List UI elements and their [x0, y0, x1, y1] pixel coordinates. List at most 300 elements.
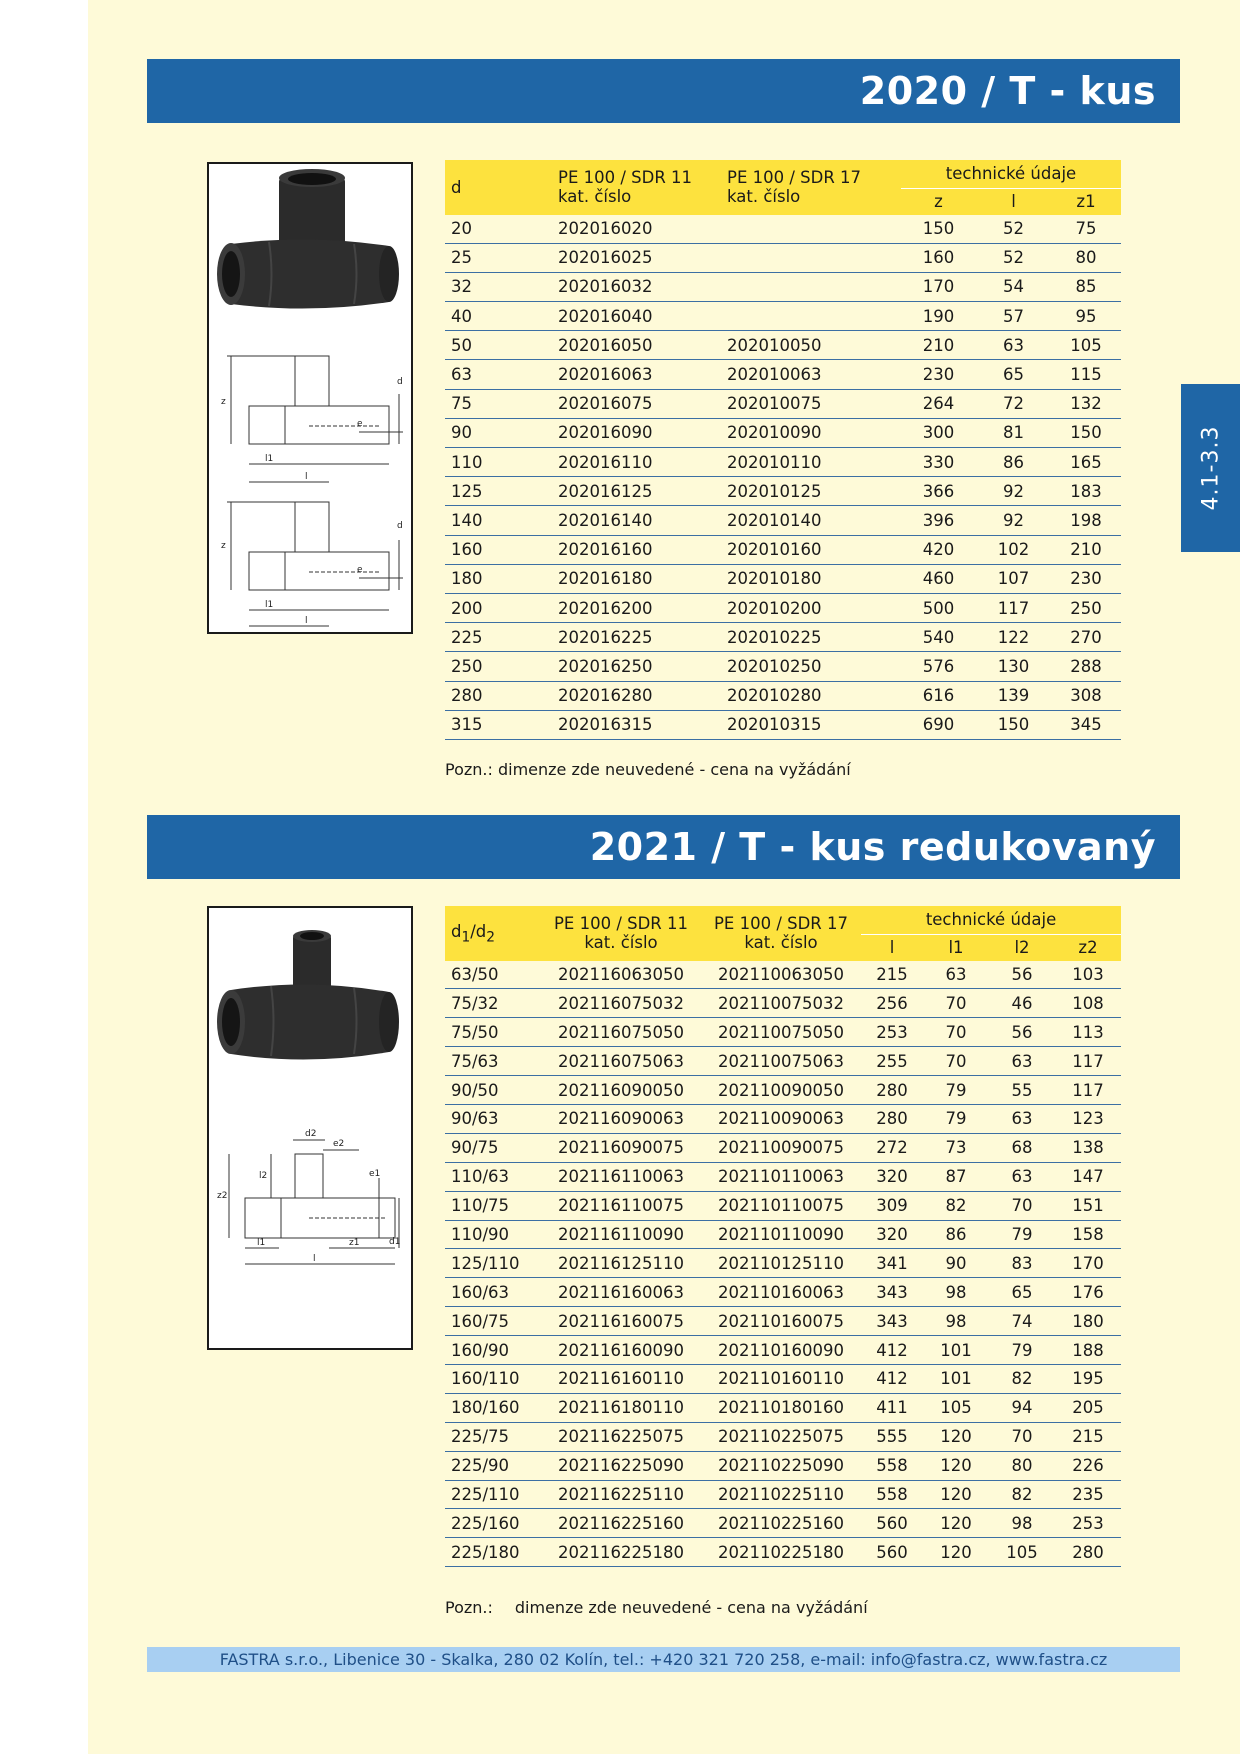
- drawing1-label-l: l: [305, 472, 308, 482]
- table-cell: 202110063050: [701, 961, 861, 989]
- table-cell: 202010180: [721, 564, 901, 593]
- table-cell: 140: [445, 506, 552, 535]
- table-cell: 202110225075: [701, 1422, 861, 1451]
- tee-table-body: [445, 215, 1121, 740]
- table-cell: 280: [1055, 1538, 1121, 1567]
- table-cell: 690: [901, 710, 976, 739]
- table-cell: 202016125: [552, 477, 721, 506]
- table-cell: 411: [861, 1393, 923, 1422]
- table-cell: 160/63: [445, 1278, 541, 1307]
- table-cell: 75: [1051, 215, 1121, 244]
- table-cell: 320: [861, 1162, 923, 1191]
- table-cell: 46: [989, 989, 1055, 1018]
- table-cell: 202010160: [721, 535, 901, 564]
- table-cell: 130: [976, 652, 1051, 681]
- table-cell: 125: [445, 477, 552, 506]
- table-cell: 225/160: [445, 1509, 541, 1538]
- table-cell: 110/90: [445, 1220, 541, 1249]
- table-cell: 52: [976, 243, 1051, 272]
- table-cell: 309: [861, 1191, 923, 1220]
- table-cell: 308: [1051, 681, 1121, 710]
- table-cell: 80: [1051, 243, 1121, 272]
- table-cell: 250: [445, 652, 552, 681]
- table-cell: 215: [1055, 1422, 1121, 1451]
- table-cell: 215: [861, 961, 923, 989]
- table-cell: 202010090: [721, 418, 901, 447]
- table-cell: 120: [923, 1480, 989, 1509]
- table-cell: 280: [861, 1104, 923, 1133]
- table-cell: 272: [861, 1133, 923, 1162]
- table-cell: 75/32: [445, 989, 541, 1018]
- table-cell: 183: [1051, 477, 1121, 506]
- col-header-l: l: [861, 934, 923, 961]
- table-cell: 202010110: [721, 448, 901, 477]
- table-cell: 576: [901, 652, 976, 681]
- table-cell: 396: [901, 506, 976, 535]
- table-cell: 101: [923, 1364, 989, 1393]
- table-cell: 202116090063: [541, 1104, 701, 1133]
- table-row: [445, 1480, 1121, 1509]
- table-cell: 202116225110: [541, 1480, 701, 1509]
- table-row: [445, 272, 1121, 301]
- table-cell: 105: [1051, 331, 1121, 360]
- table-cell: 20: [445, 215, 552, 244]
- table-row: [445, 215, 1121, 244]
- tee-drawing-2: [227, 502, 403, 626]
- table-cell: 366: [901, 477, 976, 506]
- table-row: [445, 1393, 1121, 1422]
- drawing1-label-e: e: [357, 419, 363, 429]
- table-cell: 95: [1051, 302, 1121, 331]
- table-cell: 202016040: [552, 302, 721, 331]
- table-cell: 63/50: [445, 961, 541, 989]
- rdrawing-label-l2: l2: [259, 1171, 268, 1181]
- table-cell: 558: [861, 1451, 923, 1480]
- rdrawing-label-e2: e2: [333, 1139, 345, 1149]
- table-cell: 202010140: [721, 506, 901, 535]
- table-cell: [721, 243, 901, 272]
- table-row: [445, 593, 1121, 622]
- table-row: [445, 1278, 1121, 1307]
- table-cell: 202116075032: [541, 989, 701, 1018]
- table-cell: [721, 302, 901, 331]
- table-cell: 81: [976, 418, 1051, 447]
- table-cell: 202116090050: [541, 1076, 701, 1105]
- table-cell: 147: [1055, 1162, 1121, 1191]
- table-cell: 255: [861, 1047, 923, 1076]
- table-cell: 120: [923, 1538, 989, 1567]
- table-cell: 86: [923, 1220, 989, 1249]
- table-cell: 90: [445, 418, 552, 447]
- table-row: [445, 331, 1121, 360]
- table-row: [445, 243, 1121, 272]
- reducing-tee-photo: [217, 930, 399, 1060]
- table-cell: 315: [445, 710, 552, 739]
- table-cell: 202016050: [552, 331, 721, 360]
- table-cell: 117: [976, 593, 1051, 622]
- table-row: [445, 506, 1121, 535]
- table-cell: 345: [1051, 710, 1121, 739]
- drawing2-label-e: e: [357, 565, 363, 575]
- table-cell: 616: [901, 681, 976, 710]
- drawing1-label-z: z: [221, 397, 226, 407]
- table-cell: 202110160090: [701, 1336, 861, 1365]
- table-cell: 176: [1055, 1278, 1121, 1307]
- col-group-technical: technické údaje: [861, 906, 1121, 934]
- table-cell: 70: [923, 1047, 989, 1076]
- table-cell: 202116225075: [541, 1422, 701, 1451]
- table-cell: 202116225180: [541, 1538, 701, 1567]
- table-cell: 202110225090: [701, 1451, 861, 1480]
- table-cell: 205: [1055, 1393, 1121, 1422]
- table-row: [445, 360, 1121, 389]
- table-row: [445, 1538, 1121, 1567]
- section-title-2020: 2020 / T - kus: [147, 59, 1180, 123]
- col-header-l2: l2: [989, 934, 1055, 961]
- table-cell: 202116063050: [541, 961, 701, 989]
- table-cell: 202016075: [552, 389, 721, 418]
- table-cell: 202110160075: [701, 1307, 861, 1336]
- table-row: [445, 989, 1121, 1018]
- table-cell: 412: [861, 1364, 923, 1393]
- table-row: [445, 710, 1121, 739]
- table-cell: 202010225: [721, 623, 901, 652]
- table-row: [445, 1076, 1121, 1105]
- table-cell: 85: [1051, 272, 1121, 301]
- table-cell: 65: [989, 1278, 1055, 1307]
- table-cell: 105: [989, 1538, 1055, 1567]
- section-title-2021: 2021 / T - kus redukovaný: [147, 815, 1180, 879]
- table-cell: 202116110063: [541, 1162, 701, 1191]
- table-cell: 202010250: [721, 652, 901, 681]
- table-cell: 138: [1055, 1133, 1121, 1162]
- table-cell: 226: [1055, 1451, 1121, 1480]
- table-row: [445, 1364, 1121, 1393]
- table-cell: 98: [923, 1307, 989, 1336]
- table-cell: 98: [989, 1509, 1055, 1538]
- table-cell: [721, 215, 901, 244]
- table-row: [445, 1336, 1121, 1365]
- table-cell: 165: [1051, 448, 1121, 477]
- table-cell: 270: [1051, 623, 1121, 652]
- table-cell: 202116160063: [541, 1278, 701, 1307]
- table-row: [445, 1422, 1121, 1451]
- table-row: [445, 389, 1121, 418]
- table-row: [445, 1104, 1121, 1133]
- table-cell: 54: [976, 272, 1051, 301]
- table-cell: 200: [445, 593, 552, 622]
- col-header-sdr17: PE 100 / SDR 17 kat. číslo: [721, 160, 901, 215]
- table-cell: 202016032: [552, 272, 721, 301]
- table-cell: 132: [1051, 389, 1121, 418]
- table-cell: 120: [923, 1422, 989, 1451]
- table-cell: 202116110090: [541, 1220, 701, 1249]
- table-cell: 202016280: [552, 681, 721, 710]
- table-cell: 202016063: [552, 360, 721, 389]
- table-cell: 412: [861, 1336, 923, 1365]
- table-cell: 70: [923, 1018, 989, 1047]
- table-cell: 225/180: [445, 1538, 541, 1567]
- table-row: [445, 623, 1121, 652]
- table-cell: 52: [976, 215, 1051, 244]
- table-cell: 65: [976, 360, 1051, 389]
- table-row: [445, 1018, 1121, 1047]
- col-header-d1-d2: $d_1/d_2$: [445, 906, 541, 961]
- table-cell: 560: [861, 1509, 923, 1538]
- col-header-z: z: [901, 188, 976, 215]
- col-header-l: l: [976, 188, 1051, 215]
- table-cell: 264: [901, 389, 976, 418]
- table-cell: 90/75: [445, 1133, 541, 1162]
- table-cell: 55: [989, 1076, 1055, 1105]
- table-cell: 115: [1051, 360, 1121, 389]
- table-cell: 202016110: [552, 448, 721, 477]
- table-cell: [721, 272, 901, 301]
- table-cell: 150: [901, 215, 976, 244]
- table-row: [445, 564, 1121, 593]
- drawing2-label-d: d: [397, 521, 403, 531]
- table-cell: 202010075: [721, 389, 901, 418]
- table-cell: 202110110075: [701, 1191, 861, 1220]
- table-cell: 202016025: [552, 243, 721, 272]
- table-cell: 202116225160: [541, 1509, 701, 1538]
- table-cell: 195: [1055, 1364, 1121, 1393]
- tee-illustration: [209, 164, 411, 632]
- table-cell: 80: [989, 1451, 1055, 1480]
- table-cell: 180: [445, 564, 552, 593]
- table-cell: 160/110: [445, 1364, 541, 1393]
- table-cell: 250: [1051, 593, 1121, 622]
- table-cell: 202016250: [552, 652, 721, 681]
- table-row: [445, 477, 1121, 506]
- table-cell: 102: [976, 535, 1051, 564]
- table-cell: 75/63: [445, 1047, 541, 1076]
- table-cell: 170: [1055, 1249, 1121, 1278]
- table-cell: 225: [445, 623, 552, 652]
- table-cell: 56: [989, 961, 1055, 989]
- table-cell: 202010280: [721, 681, 901, 710]
- col-header-z1: z1: [1051, 188, 1121, 215]
- table-cell: 86: [976, 448, 1051, 477]
- col-group-technical: technické údaje: [901, 160, 1121, 188]
- table-cell: 70: [989, 1191, 1055, 1220]
- product-image-reducing-tee: [207, 906, 413, 1350]
- table-cell: 202116160110: [541, 1364, 701, 1393]
- table-cell: 120: [923, 1451, 989, 1480]
- table-row: [445, 1133, 1121, 1162]
- table-cell: 92: [976, 477, 1051, 506]
- table-row: [445, 1307, 1121, 1336]
- table-row: [445, 1162, 1121, 1191]
- table-cell: 98: [923, 1278, 989, 1307]
- rdrawing-label-d1: d1: [389, 1237, 401, 1247]
- table-cell: 92: [976, 506, 1051, 535]
- col-header-sdr11: PE 100 / SDR 11 kat. číslo: [541, 906, 701, 961]
- table-cell: 343: [861, 1307, 923, 1336]
- table-cell: 56: [989, 1018, 1055, 1047]
- table-cell: 110: [445, 448, 552, 477]
- chapter-tab: [1181, 384, 1240, 552]
- table-cell: 202016225: [552, 623, 721, 652]
- table-cell: 230: [901, 360, 976, 389]
- table-cell: 202116160090: [541, 1336, 701, 1365]
- rdrawing-label-l1: l1: [257, 1238, 266, 1248]
- table-cell: 202016180: [552, 564, 721, 593]
- table-cell: 63: [989, 1104, 1055, 1133]
- table-cell: 202016090: [552, 418, 721, 447]
- table-cell: 558: [861, 1480, 923, 1509]
- table-row: [445, 418, 1121, 447]
- table-cell: 75/50: [445, 1018, 541, 1047]
- reducing-tee-drawing: [229, 1140, 399, 1264]
- table-cell: 202110225160: [701, 1509, 861, 1538]
- table-cell: 280: [861, 1076, 923, 1105]
- table-cell: 225/75: [445, 1422, 541, 1451]
- table-cell: 235: [1055, 1480, 1121, 1509]
- tee-photo: [217, 169, 399, 309]
- table-cell: 202016315: [552, 710, 721, 739]
- rdrawing-label-l: l: [313, 1254, 316, 1264]
- table-cell: 110/63: [445, 1162, 541, 1191]
- table-cell: 151: [1055, 1191, 1121, 1220]
- table-row: [445, 448, 1121, 477]
- table-cell: 288: [1051, 652, 1121, 681]
- reducing-tee-spec-table: [445, 906, 1121, 1567]
- table-cell: 202016200: [552, 593, 721, 622]
- drawing1-label-d: d: [397, 377, 403, 387]
- table-cell: 117: [1055, 1076, 1121, 1105]
- table-cell: 210: [901, 331, 976, 360]
- col-header-sdr17: PE 100 / SDR 17 kat. číslo: [701, 906, 861, 961]
- table-cell: 202116180110: [541, 1393, 701, 1422]
- table-cell: 230: [1051, 564, 1121, 593]
- table-cell: 103: [1055, 961, 1121, 989]
- table-cell: 83: [989, 1249, 1055, 1278]
- drawing2-label-z: z: [221, 541, 226, 551]
- table-cell: 125/110: [445, 1249, 541, 1278]
- table-cell: 63: [976, 331, 1051, 360]
- tee-drawing-1: [227, 356, 403, 482]
- drawing1-label-l1: l1: [265, 454, 274, 464]
- table-row: [445, 652, 1121, 681]
- note-2020: Pozn.: dimenze zde neuvedené - cena na vyžádání: [445, 760, 851, 779]
- col-header-z2: z2: [1055, 934, 1121, 961]
- table-cell: 40: [445, 302, 552, 331]
- table-cell: 74: [989, 1307, 1055, 1336]
- table-cell: 202110225180: [701, 1538, 861, 1567]
- table-row: [445, 1451, 1121, 1480]
- table-row: [445, 302, 1121, 331]
- table-cell: 25: [445, 243, 552, 272]
- table-cell: 202110075050: [701, 1018, 861, 1047]
- table-cell: 202110180160: [701, 1393, 861, 1422]
- table-cell: 63: [923, 961, 989, 989]
- table-row: [445, 1220, 1121, 1249]
- table-cell: 160: [901, 243, 976, 272]
- table-cell: 280: [445, 681, 552, 710]
- table-cell: 190: [901, 302, 976, 331]
- table-cell: 202110225110: [701, 1480, 861, 1509]
- table-cell: 540: [901, 623, 976, 652]
- table-cell: 210: [1051, 535, 1121, 564]
- table-cell: 50: [445, 331, 552, 360]
- table-cell: 202110160110: [701, 1364, 861, 1393]
- rdrawing-label-z2: z2: [217, 1191, 228, 1201]
- table-cell: 202010063: [721, 360, 901, 389]
- table-cell: 79: [989, 1220, 1055, 1249]
- table-cell: 170: [901, 272, 976, 301]
- table-cell: 202116090075: [541, 1133, 701, 1162]
- table-cell: 253: [861, 1018, 923, 1047]
- table-cell: 72: [976, 389, 1051, 418]
- table-cell: 320: [861, 1220, 923, 1249]
- table-cell: 202110125110: [701, 1249, 861, 1278]
- table-cell: 202116225090: [541, 1451, 701, 1480]
- table-cell: 117: [1055, 1047, 1121, 1076]
- table-cell: 180/160: [445, 1393, 541, 1422]
- table-cell: 120: [923, 1509, 989, 1538]
- table-cell: 160: [445, 535, 552, 564]
- table-cell: 341: [861, 1249, 923, 1278]
- table-cell: 63: [989, 1047, 1055, 1076]
- table-cell: 75: [445, 389, 552, 418]
- table-cell: 139: [976, 681, 1051, 710]
- reducing-tee-illustration: [209, 908, 411, 1348]
- table-cell: 108: [1055, 989, 1121, 1018]
- table-cell: 82: [923, 1191, 989, 1220]
- table-cell: 202116125110: [541, 1249, 701, 1278]
- table-cell: 63: [445, 360, 552, 389]
- table-cell: 330: [901, 448, 976, 477]
- table-row: [445, 961, 1121, 989]
- table-cell: 202010125: [721, 477, 901, 506]
- col-header-l1: l1: [923, 934, 989, 961]
- table-cell: 73: [923, 1133, 989, 1162]
- table-cell: 202110110090: [701, 1220, 861, 1249]
- table-row: [445, 1047, 1121, 1076]
- table-cell: 225/110: [445, 1480, 541, 1509]
- rdrawing-label-e1: e1: [369, 1169, 381, 1179]
- table-cell: 202110075063: [701, 1047, 861, 1076]
- table-cell: 79: [989, 1336, 1055, 1365]
- table-cell: 90/63: [445, 1104, 541, 1133]
- table-cell: 150: [976, 710, 1051, 739]
- table-cell: 90: [923, 1249, 989, 1278]
- tee-spec-table: [445, 160, 1121, 740]
- table-cell: 113: [1055, 1018, 1121, 1047]
- rdrawing-label-z1: z1: [349, 1238, 360, 1248]
- table-cell: 202016160: [552, 535, 721, 564]
- table-cell: 202110090075: [701, 1133, 861, 1162]
- rdrawing-label-d2: d2: [305, 1129, 317, 1139]
- table-cell: 57: [976, 302, 1051, 331]
- table-row: [445, 1249, 1121, 1278]
- table-cell: 79: [923, 1104, 989, 1133]
- table-cell: 70: [989, 1422, 1055, 1451]
- table-cell: 202110090063: [701, 1104, 861, 1133]
- table-cell: 202116110075: [541, 1191, 701, 1220]
- table-row: [445, 1509, 1121, 1538]
- table-cell: 460: [901, 564, 976, 593]
- table-cell: 123: [1055, 1104, 1121, 1133]
- table-cell: 300: [901, 418, 976, 447]
- table-cell: 188: [1055, 1336, 1121, 1365]
- table-cell: 180: [1055, 1307, 1121, 1336]
- table-cell: 90/50: [445, 1076, 541, 1105]
- product-image-tee: [207, 162, 413, 634]
- table-cell: 202110110063: [701, 1162, 861, 1191]
- table-cell: 202016020: [552, 215, 721, 244]
